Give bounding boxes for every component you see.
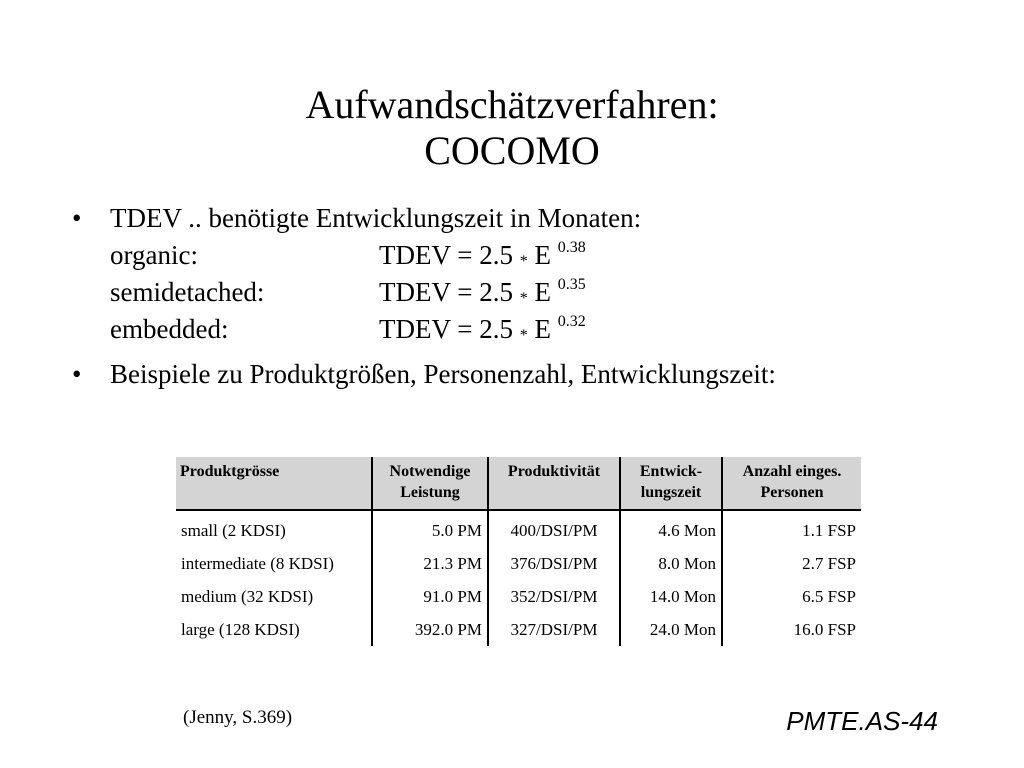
header-anzahl-personen: Anzahl einges. Personen (722, 457, 861, 510)
bullet-examples (72, 356, 992, 393)
header-produktivitaet: Produktivität (488, 457, 620, 510)
table-cell: 400/DSI/PM (488, 510, 620, 547)
source-citation: (Jenny, S.369) (183, 707, 293, 728)
bullet-list (72, 200, 992, 393)
formula-label: organic: (110, 240, 198, 270)
table-cell: medium (32 KDSI) (181, 587, 314, 606)
table-row (176, 580, 861, 613)
formula-semidetached (110, 274, 992, 311)
table-cell: large (128 KDSI) (181, 620, 300, 639)
table-cell: 2.7 FSP (722, 547, 861, 580)
table-row (176, 510, 861, 547)
formula-embedded (110, 311, 992, 348)
table-cell: 8.0 Mon (620, 547, 722, 580)
slide-title-line2: COCOMO (424, 128, 600, 173)
header-entwicklungszeit: Entwick- lungszeit (620, 457, 722, 510)
table-row (176, 547, 861, 580)
cocomo-examples-table (176, 457, 861, 646)
table-cell: 1.1 FSP (722, 510, 861, 547)
table-header-row (176, 457, 861, 510)
table-cell: 376/DSI/PM (488, 547, 620, 580)
slide-footer-id: PMTE.AS-44 (786, 706, 938, 736)
table-cell: 352/DSI/PM (488, 580, 620, 613)
table-cell: 14.0 Mon (620, 580, 722, 613)
formula-label: embedded: (110, 314, 229, 344)
formula-organic (110, 237, 992, 274)
bullet-dot: • (72, 203, 82, 233)
table-cell: 21.3 PM (372, 547, 488, 580)
formula-expression: TDEV = 2.5 * E $^{0.38}$ (379, 239, 586, 270)
table-cell: 327/DSI/PM (488, 613, 620, 646)
slide-title (0, 82, 1024, 174)
table-row (176, 613, 861, 646)
bullet-dot: • (72, 359, 82, 389)
table-cell: 16.0 FSP (722, 613, 861, 646)
formula-expression: TDEV = 2.5 * E $^{0.32}$ (379, 313, 586, 344)
table-cell: 5.0 PM (372, 510, 488, 547)
formula-label: semidetached: (110, 277, 265, 307)
table-cell: 6.5 FSP (722, 580, 861, 613)
bullet-tdev-text: TDEV .. benötigte Entwicklungszeit in Monaten: (110, 203, 642, 233)
table-cell: intermediate (8 KDSI) (181, 554, 334, 573)
table-cell: 91.0 PM (372, 580, 488, 613)
table-cell: 24.0 Mon (620, 613, 722, 646)
bullet-tdev (72, 200, 992, 348)
header-notwendige-leistung: Notwendige Leistung (372, 457, 488, 510)
table-cell: 392.0 PM (372, 613, 488, 646)
formula-expression: TDEV = 2.5 * E $^{0.35}$ (379, 276, 586, 307)
bullet-examples-text: Beispiele zu Produktgrößen, Personenzahl, Entwicklungszeit: (110, 359, 776, 389)
header-produktgroesse: Produktgrösse (176, 457, 372, 510)
slide-title-line1: Aufwandschätzverfahren: (305, 82, 719, 127)
table-cell: 4.6 Mon (620, 510, 722, 547)
table-cell: small (2 KDSI) (181, 521, 286, 540)
